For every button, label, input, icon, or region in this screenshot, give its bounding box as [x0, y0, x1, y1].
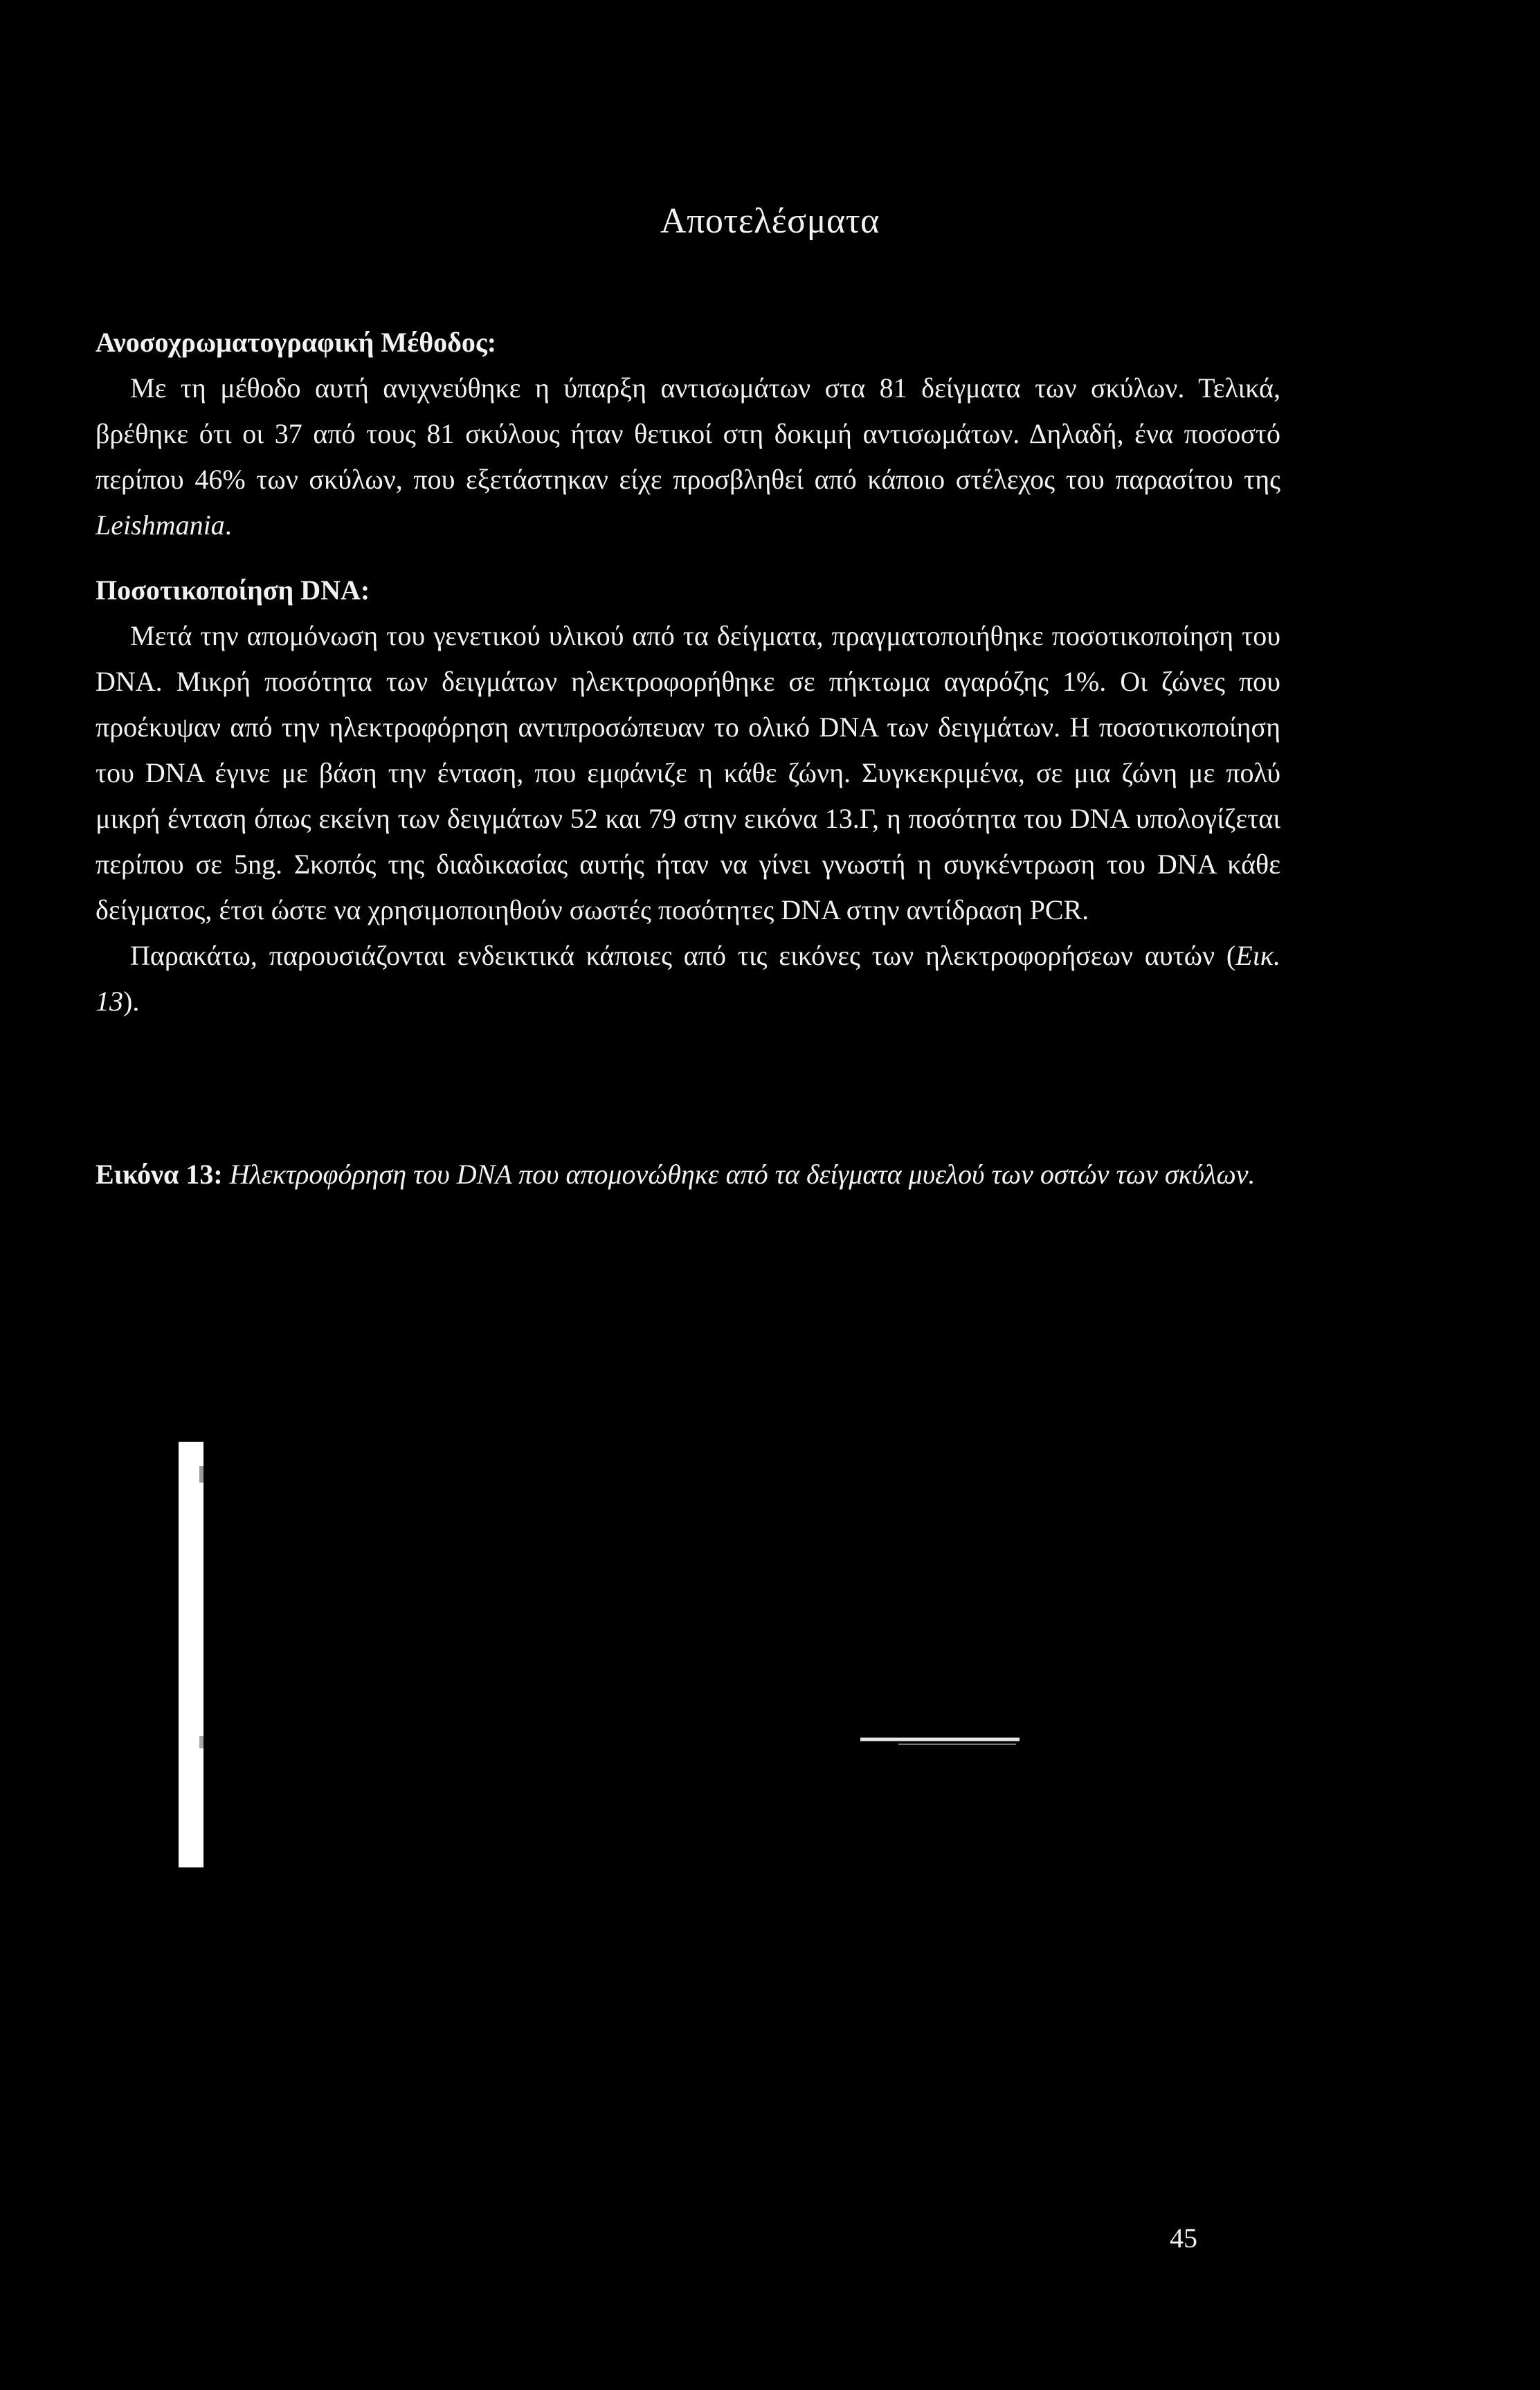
dna-quantification-paragraph: Μετά την απομόνωση του γενετικού υλικού από τα δείγματα, πραγματοποιήθηκε ποσοτικοποίηση του DNA. Μικρή ποσότητα των δειγμάτων ηλεκτροφορήθηκε σε πήκτωμα αγαρόζης 1%. Οι ζώνες που προέκυψαν από την ηλεκτροφόρηση αντιπροσώπευαν το ολικό DNA των δειγμάτων. Η ποσοτικοποίηση του DNA έγινε με βάση την ένταση, που εμφάνιζε η κάθε ζώνη. Συγκεκριμένα, σε μια ζώνη με πολύ μικρή ένταση όπως εκείνη των δειγμάτων 52 και 79 στην εικόνα 13.Γ, η ποσότητα του DNA υπολογίζεται περίπου σε 5ng. Σκοπός της διαδικασίας αυτής ήταν να γίνει γνωστή η συγκέντρωση του DNA κάθε δείγματος, έτσι ώστε να χρησιμοποιηθούν σωστές ποσότητες DNA στην αντίδραση PCR.: [96, 620, 1280, 925]
paragraph-text: Με τη μέθοδο αυτή ανιχνεύθηκε η ύπαρξη αντισωμάτων στα 81 δείγματα των σκύλων. Τελικά, βρέθηκε ότι οι 37 από τους 81 σκύλους ήταν θετικοί στη δοκιμή αντισωμάτων. Δηλαδή, ένα ποσοστό περίπου 46% των σκύλων, που εξετάστηκαν είχε προσβληθεί από κάποιο στέλεχος του παρασίτου της: [96, 372, 1280, 495]
gel-edge-marker: [179, 1442, 203, 1867]
section-heading-immunochromatography: Ανοσοχρωματογραφική Μέθοδος:: [96, 327, 497, 358]
immunochromatography-section: [96, 320, 1280, 548]
figure-caption: [96, 1155, 1280, 1195]
page-number: 45: [1170, 2222, 1197, 2254]
species-name: Leishmania: [96, 509, 225, 541]
gel-electrophoresis-image: [179, 1438, 1452, 1964]
paragraph-text-end: .: [224, 509, 232, 541]
page-title: Αποτελέσματα: [660, 201, 880, 241]
dna-quantification-section: [96, 568, 1280, 1024]
figure-label: Εικόνα 13:: [96, 1159, 223, 1190]
gel-background: [179, 1438, 1452, 1964]
section-heading-dna-quantification: Ποσοτικοποίηση DNA:: [96, 574, 370, 606]
paragraph-text-end: ).: [123, 986, 140, 1017]
gel-edge-marker-notch: [199, 1736, 203, 1748]
paragraph-text: Παρακάτω, παρουσιάζονται ενδεικτικά κάποιες από τις εικόνες των ηλεκτροφορήσεων αυτών (: [130, 940, 1236, 971]
immunochromatography-paragraph: [96, 365, 1280, 548]
gel-edge-marker-notch: [199, 1466, 203, 1483]
figure-reference-paragraph: [96, 933, 1280, 1024]
figure-caption-text: Ηλεκτροφόρηση του DNA που απομονώθηκε από τα δείγματα μυελού των οστών των σκύλων.: [222, 1159, 1256, 1190]
figure-reference: Εικ. 13: [96, 940, 1280, 1017]
